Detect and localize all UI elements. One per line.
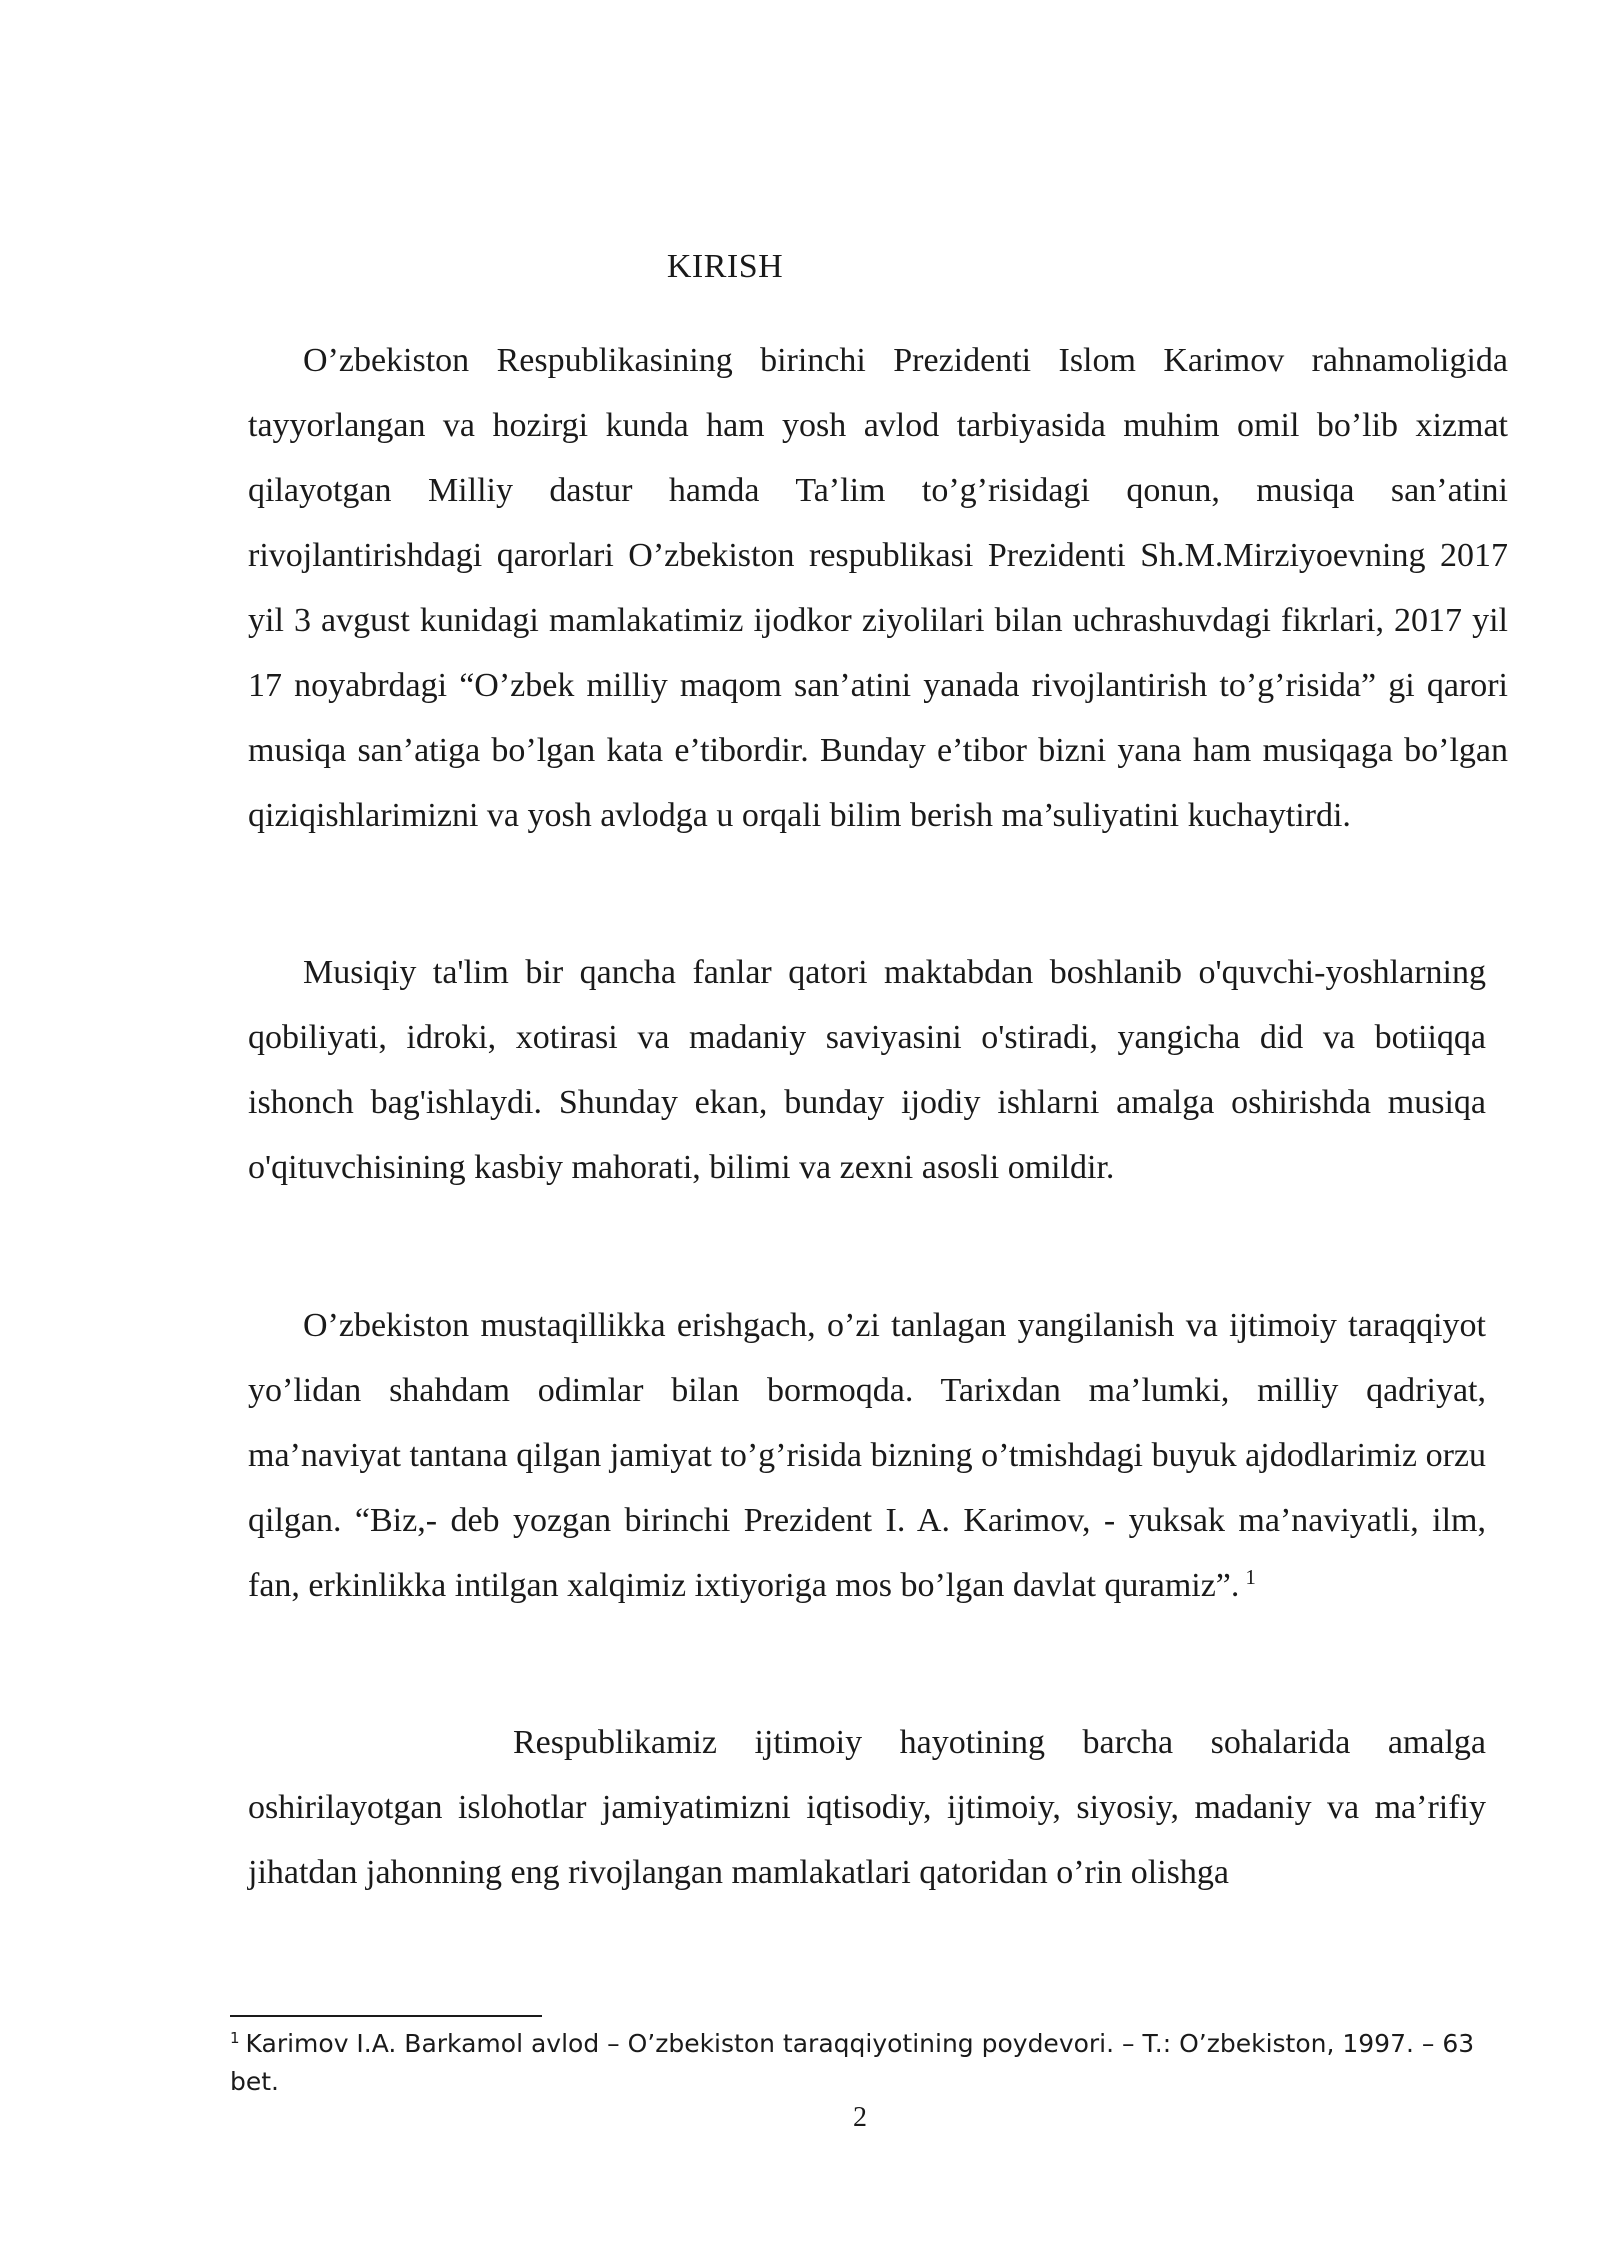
footnote-reference[interactable]: 1 xyxy=(1245,1564,1256,1589)
footnote-separator xyxy=(230,2015,542,2017)
footnote-number: 1 xyxy=(230,2028,240,2047)
paragraph-4: Respublikamiz ijtimoiy hayotining barcha sohalarida amalga oshirilayotgan islohotlar jamiyatimizni iqtisodiy, ijtimoiy, siyosiy, madaniy va ma’rifiy jihatdan jahonning eng rivojlangan mamlakatlari qatoridan o’rin olishga xyxy=(248,1724,1486,1891)
paragraph-2: Musiqiy ta'lim bir qancha fanlar qatori maktabdan boshlanib o'quvchi-yoshlarning qobiliyati, idroki, xotirasi va madaniy saviyasini o'stiradi, yangicha did va botiiqqa ishonch bag'ishlaydi. Shunday ekan, bunday ijodiy ishlarni amalga oshirishda musiqa o'qituvchisining kasbiy mahorati, bilimi va zexni asosli omildir. xyxy=(248,954,1486,1186)
footnote xyxy=(230,2025,1500,2101)
paragraph-1: O’zbekiston Respublikasining birinchi Prezidenti Islom Karimov rahnamoligida tayyorlangan va hozirgi kunda ham yosh avlod tarbiyasida muhim omil bo’lib xizmat qilayotgan Milliy dastur hamda Ta’lim to’g’risidagi qonun, musiqa san’atini rivojlantirishdagi qarorlari O’zbekiston respublikasi Prezidenti Sh.M.Mirziyoevning 2017 yil 3 avgust kunidagi mamlakatimiz ijodkor ziyolilari bilan uchrashuvdagi fikrlari, 2017 yil 17 noyabrdagi “O’zbek milliy maqom san’atini yanada rivojlantirish to’g’risida” gi qarori musiqa san’atiga bo’lgan kata e’tibordir. Bunday e’tibor bizni yana ham musiqaga bo’lgan qiziqishlarimizni va yosh avlodga u orqali bilim berish ma’suliyatini kuchaytirdi. xyxy=(248,342,1508,834)
section-title: KIRISH xyxy=(666,248,784,285)
paragraph-3 xyxy=(248,1293,1486,1618)
paragraph-3-text: O’zbekiston mustaqillikka erishgach, o’zi tanlagan yangilanish va ijtimoiy taraqqiyot yo’lidan shahdam odimlar bilan bormoqda. Tarixdan ma’lumki, milliy qadriyat, ma’naviyat tantana qilgan jamiyat to’g’risida bizning o’tmishdagi buyuk ajdodlarimiz orzu qilgan. “Biz,- deb yozgan birinchi Prezident I. A. Karimov, - yuksak ma’naviyatli, ilm, fan, erkinlikka intilgan xalqimiz ixtiyoriga mos bo’lgan davlat quramiz”. xyxy=(248,1307,1486,1604)
footnote-text: Karimov I.A. Barkamol avlod – O’zbekiston taraqqiyotining poydevori. – T.: O’zbekiston, 1997. – 63 bet. xyxy=(230,2029,1475,2096)
page-number: 2 xyxy=(853,2102,867,2133)
